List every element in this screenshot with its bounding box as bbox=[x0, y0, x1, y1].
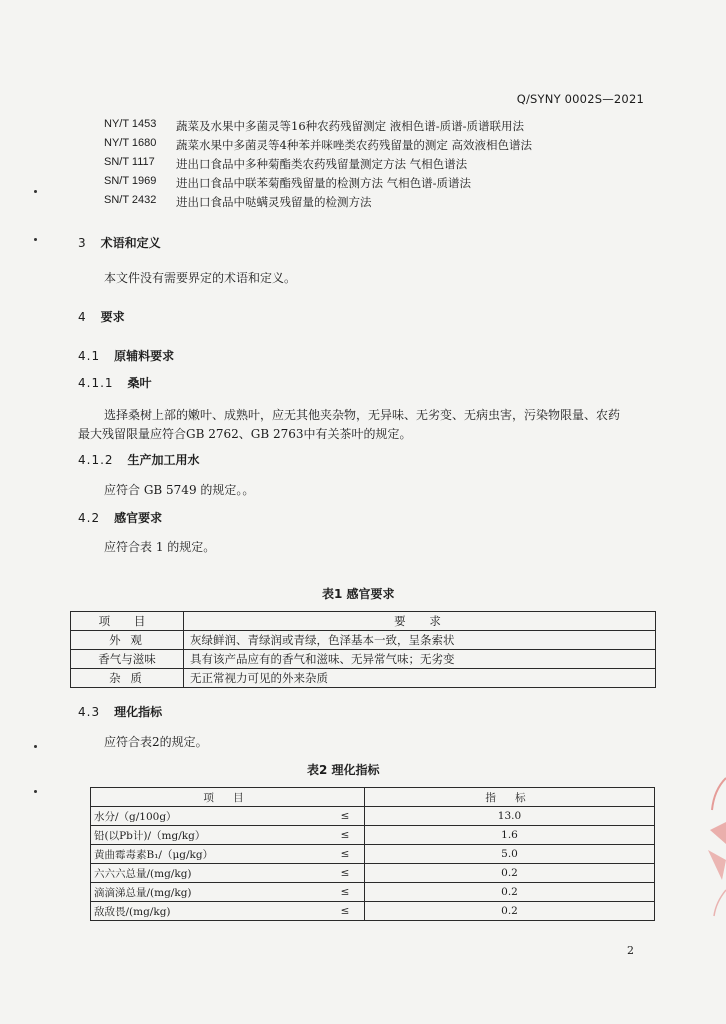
section-title: 要求 bbox=[100, 310, 125, 324]
table-2-caption: 表2 理化指标 bbox=[307, 763, 380, 777]
reference-code: NY/T 1453 bbox=[104, 118, 157, 130]
table-cell-item: 黄曲霉毒素B₁/（μg/kg） bbox=[91, 845, 327, 864]
table-cell-operator: ≤ bbox=[326, 902, 365, 921]
section-title: 生产加工用水 bbox=[127, 453, 200, 467]
section-title: 感官要求 bbox=[114, 511, 163, 525]
page-number: 2 bbox=[627, 944, 634, 957]
table-cell-value: 0.2 bbox=[365, 883, 655, 902]
table-cell-value: 13.0 bbox=[365, 807, 655, 826]
table-cell-item: 香气与滋味 bbox=[71, 650, 184, 669]
table-row bbox=[71, 650, 656, 669]
table-cell-item: 铅(以Pb计)/（mg/kg） bbox=[91, 826, 327, 845]
reference-title: 进出口食品中哒螨灵残留量的检测方法 bbox=[176, 195, 372, 209]
table-cell-item: 六六六总量/(mg/kg) bbox=[91, 864, 327, 883]
reference-code: SN/T 2432 bbox=[104, 194, 157, 206]
reference-code: NY/T 1680 bbox=[104, 137, 157, 149]
table-row bbox=[91, 902, 655, 921]
table-1-caption: 表1 感官要求 bbox=[322, 587, 395, 601]
section-3-text: 本文件没有需要界定的术语和定义。 bbox=[104, 271, 297, 285]
reference-title: 进出口食品中联苯菊酯残留量的检测方法 气相色谱-质谱法 bbox=[176, 176, 472, 190]
scan-dot bbox=[34, 790, 37, 793]
section-title: 理化指标 bbox=[114, 705, 163, 719]
reference-title: 进出口食品中多种菊酯类农药残留量测定方法 气相色谱法 bbox=[176, 157, 468, 171]
seal-stamp-fragment bbox=[700, 770, 726, 920]
table-cell-item: 水分/（g/100g） bbox=[91, 807, 327, 826]
sensory-requirements-table bbox=[70, 611, 656, 688]
table-cell-value: 0.2 bbox=[365, 902, 655, 921]
table-header-cell: 项 目 bbox=[91, 788, 365, 807]
table-row bbox=[91, 845, 655, 864]
table-cell-requirement: 具有该产品应有的香气和滋味、无异常气味；无劣变 bbox=[184, 650, 656, 669]
section-number: 4.1.2 bbox=[78, 453, 114, 467]
section-number: 3 bbox=[78, 236, 87, 250]
reference-code: SN/T 1117 bbox=[104, 156, 155, 168]
table-row bbox=[91, 826, 655, 845]
table-header-row bbox=[71, 612, 656, 631]
section-4-3-heading bbox=[78, 703, 162, 720]
table-cell-operator: ≤ bbox=[326, 807, 365, 826]
table-cell-operator: ≤ bbox=[326, 845, 365, 864]
table-cell-requirement: 灰绿鲜润、青绿润或青绿，色泽基本一致，呈条索状 bbox=[184, 631, 656, 650]
table-header-cell: 指 标 bbox=[365, 788, 655, 807]
table-row bbox=[91, 864, 655, 883]
table-cell-value: 5.0 bbox=[365, 845, 655, 864]
scan-dot bbox=[34, 190, 37, 193]
section-title: 原辅料要求 bbox=[114, 349, 175, 363]
scan-dot bbox=[34, 745, 37, 748]
table-header-cell: 要 求 bbox=[184, 612, 656, 631]
document-code: Q/SYNY 0002S—2021 bbox=[516, 92, 644, 106]
table-row bbox=[91, 807, 655, 826]
section-4-3-text: 应符合表2的规定。 bbox=[104, 735, 208, 749]
table-cell-operator: ≤ bbox=[326, 826, 365, 845]
table-cell-operator: ≤ bbox=[326, 864, 365, 883]
section-title: 术语和定义 bbox=[100, 236, 161, 250]
table-row bbox=[71, 631, 656, 650]
table-header-row bbox=[91, 788, 655, 807]
table-row bbox=[91, 883, 655, 902]
section-4-1-1-text-line1: 选择桑树上部的嫩叶、成熟叶，应无其他夹杂物，无异味、无劣变、无病虫害，污染物限量、农药 bbox=[104, 408, 621, 422]
section-4-1-1-heading bbox=[78, 374, 152, 391]
section-4-2-heading bbox=[78, 509, 162, 526]
section-number: 4.1 bbox=[78, 349, 101, 363]
reference-title: 蔬菜水果中多菌灵等4种苯并咪唑类农药残留量的测定 高效液相色谱法 bbox=[176, 138, 532, 152]
table-cell-item: 滴滴涕总量/(mg/kg) bbox=[91, 883, 327, 902]
table-header-cell: 项 目 bbox=[71, 612, 184, 631]
scan-dot bbox=[34, 238, 37, 241]
section-number: 4 bbox=[78, 310, 87, 324]
table-cell-value: 0.2 bbox=[365, 864, 655, 883]
table-cell-item: 敌敌畏/(mg/kg) bbox=[91, 902, 327, 921]
reference-code: SN/T 1969 bbox=[104, 175, 157, 187]
table-cell-value: 1.6 bbox=[365, 826, 655, 845]
section-4-heading bbox=[78, 308, 125, 325]
section-number: 4.1.1 bbox=[78, 376, 114, 390]
reference-title: 蔬菜及水果中多菌灵等16种农药残留测定 液相色谱-质谱-质谱联用法 bbox=[176, 119, 525, 133]
table-cell-item: 杂 质 bbox=[71, 669, 184, 688]
section-title: 桑叶 bbox=[127, 376, 152, 390]
table-cell-requirement: 无正常视力可见的外来杂质 bbox=[184, 669, 656, 688]
section-4-1-1-text-line2: 最大残留限量应符合GB 2762、GB 2763中有关茶叶的规定。 bbox=[78, 427, 412, 441]
physicochemical-indicators-table bbox=[90, 787, 655, 921]
section-4-1-heading bbox=[78, 347, 174, 364]
section-4-1-2-heading bbox=[78, 451, 200, 468]
table-cell-item: 外 观 bbox=[71, 631, 184, 650]
section-number: 4.3 bbox=[78, 705, 101, 719]
section-4-1-2-text: 应符合 GB 5749 的规定。。 bbox=[104, 483, 255, 497]
table-row bbox=[71, 669, 656, 688]
table-cell-operator: ≤ bbox=[326, 883, 365, 902]
section-number: 4.2 bbox=[78, 511, 101, 525]
section-3-heading bbox=[78, 234, 161, 251]
section-4-2-text: 应符合表 1 的规定。 bbox=[104, 540, 216, 554]
